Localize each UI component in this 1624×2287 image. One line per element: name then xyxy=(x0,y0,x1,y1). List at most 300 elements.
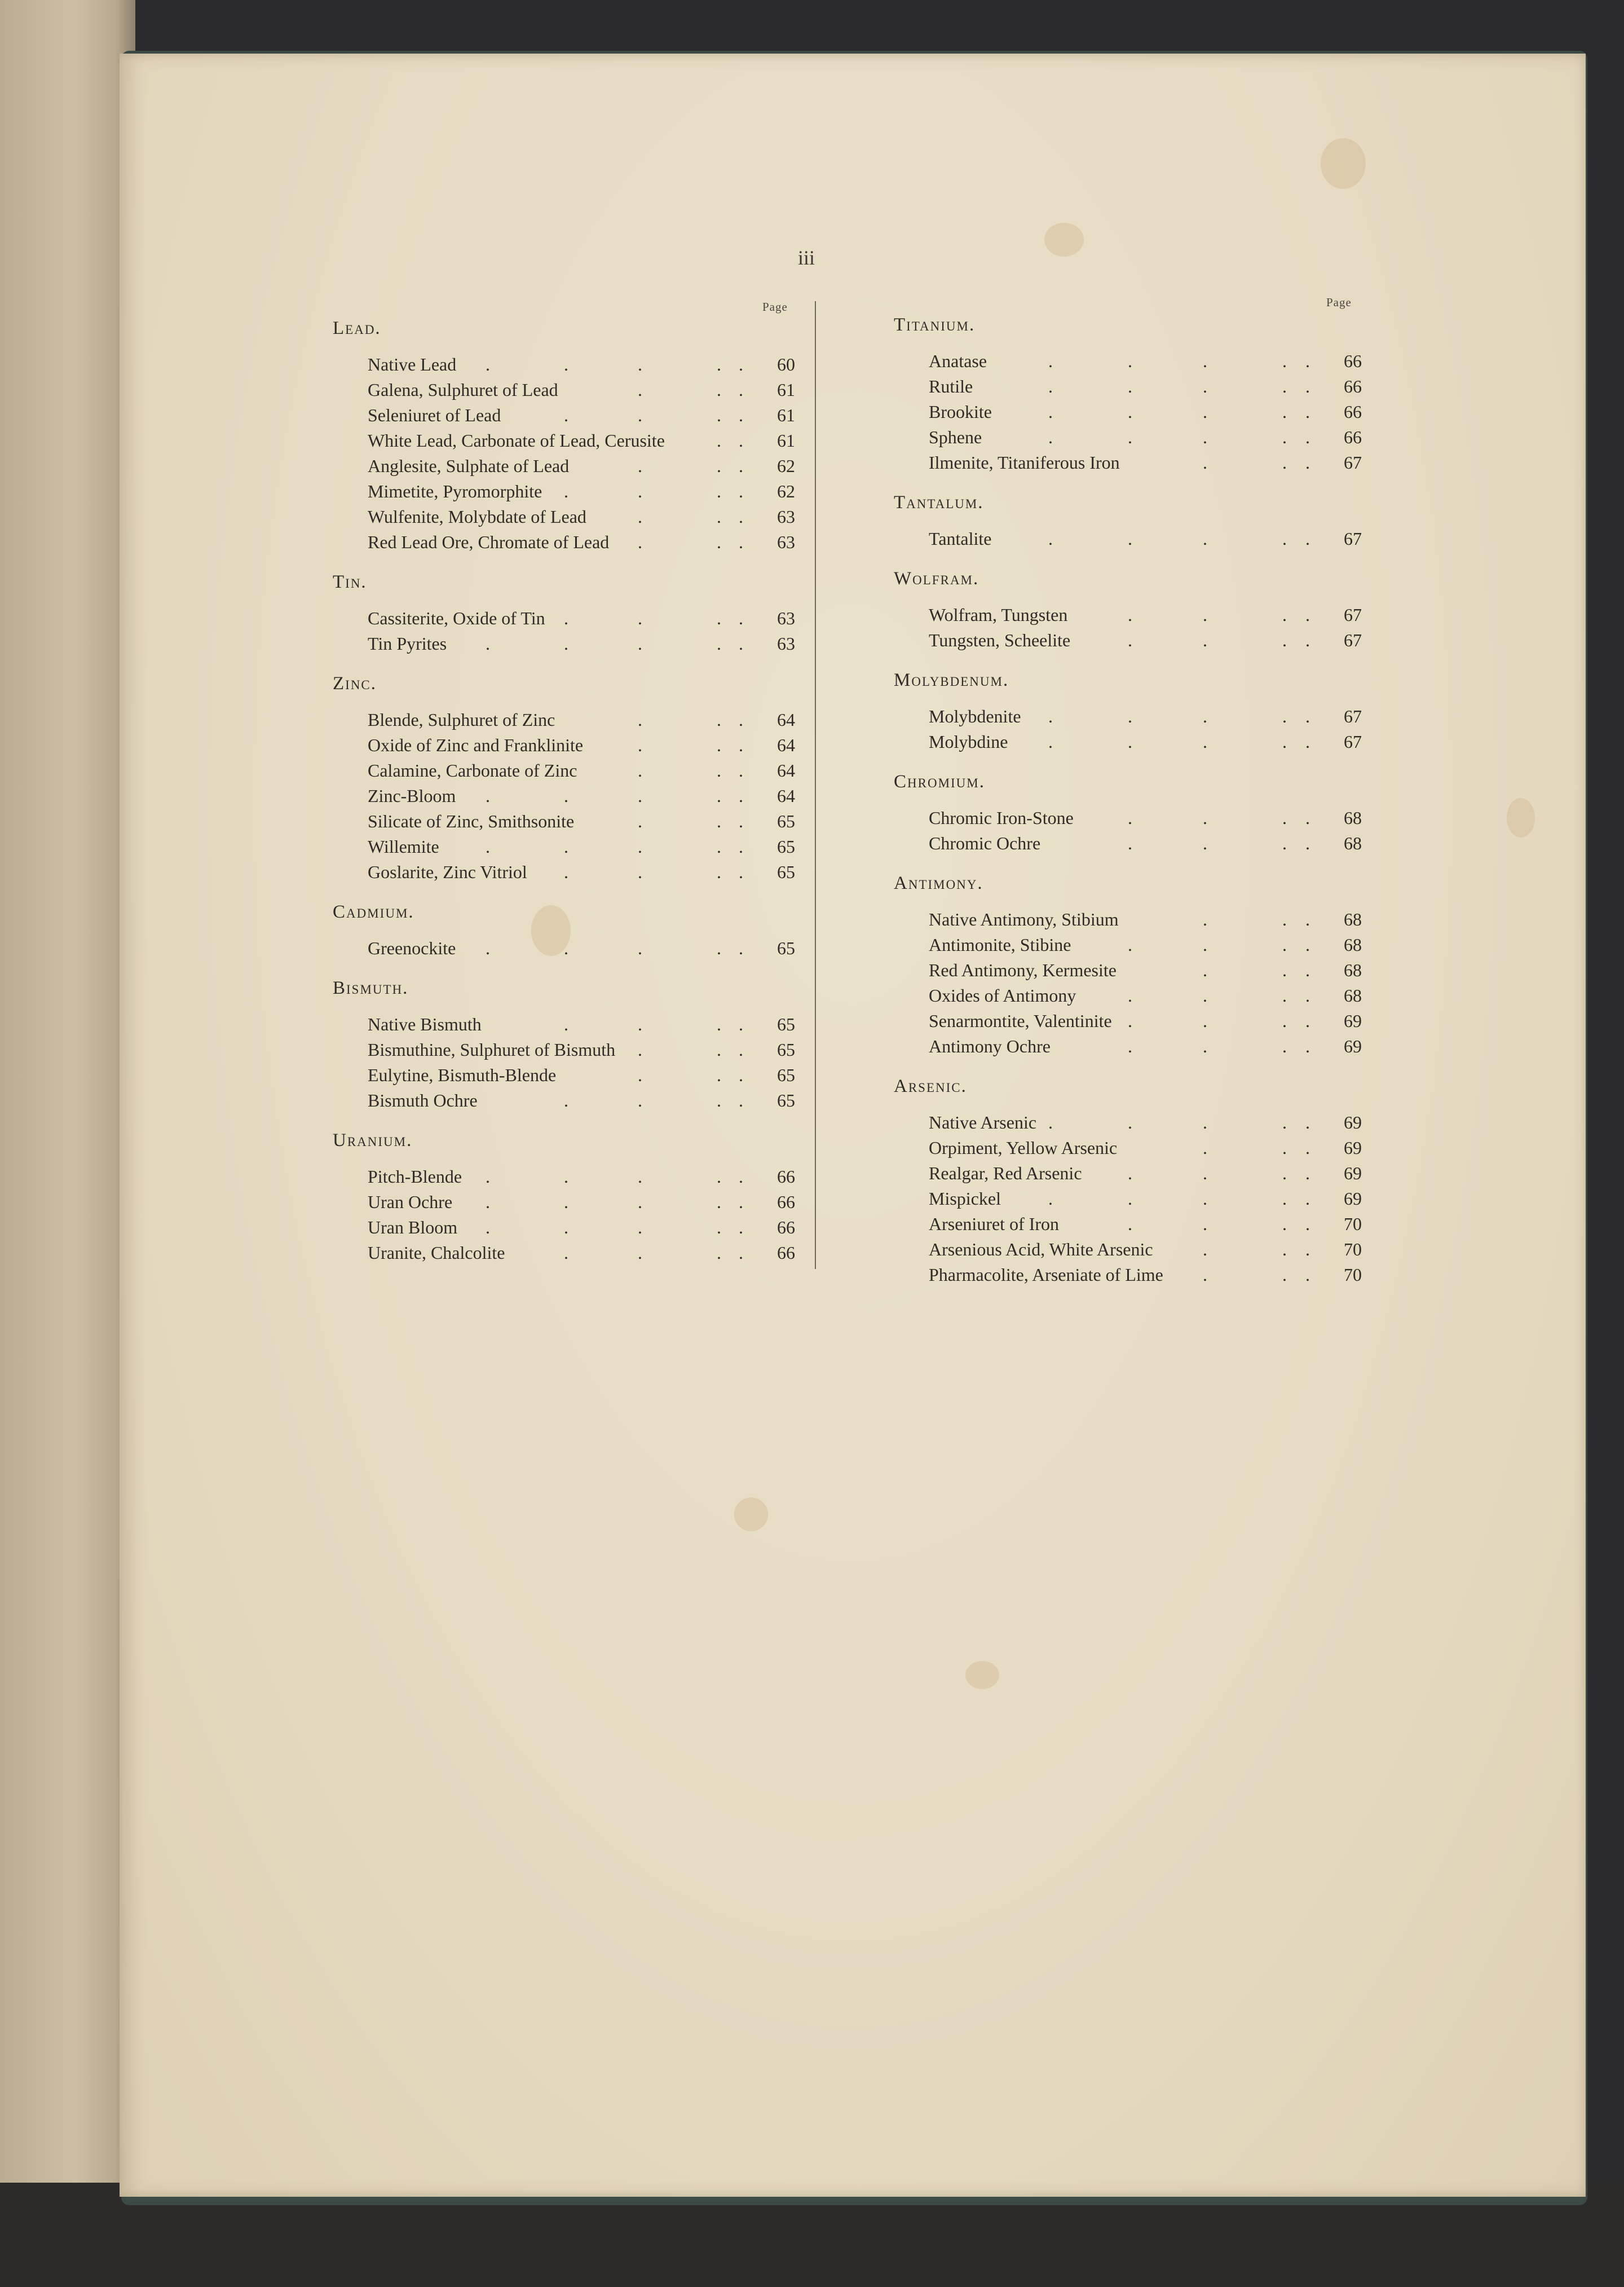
contents-section xyxy=(894,312,1362,490)
leader-dot: . xyxy=(1203,1163,1207,1183)
contents-section xyxy=(333,316,795,570)
contents-entry xyxy=(894,425,1362,450)
entry-name: White Lead, Carbonate of Lead, Cerusite xyxy=(368,430,665,451)
entry-page-number: 67 xyxy=(1344,706,1362,726)
leader-dot: . xyxy=(717,532,721,552)
leader-dot: . xyxy=(1305,1163,1310,1183)
entry-name: Brookite xyxy=(929,402,992,422)
contents-entry xyxy=(333,1215,795,1240)
leader-dot: . xyxy=(1282,960,1287,980)
leader-dot: . xyxy=(486,1166,490,1187)
leader-dot: . xyxy=(1282,528,1287,549)
leader-dot: . xyxy=(1203,376,1207,396)
section-gap xyxy=(333,1113,795,1128)
entry-name: Calamine, Carbonate of Zinc xyxy=(368,760,577,781)
contents-section xyxy=(894,1074,1362,1302)
contents-section xyxy=(333,1128,795,1280)
entry-name: Oxide of Zinc and Franklinite xyxy=(368,735,584,755)
contents-left-column xyxy=(333,316,795,1280)
leader-dot: . xyxy=(1128,935,1132,955)
entry-name: Blende, Sulphuret of Zinc xyxy=(368,710,555,730)
leader-dot: . xyxy=(1128,808,1132,828)
leader-dot: . xyxy=(1282,1011,1287,1031)
leader-dot: . xyxy=(638,354,642,374)
entry-name: Bismuthine, Sulphuret of Bismuth xyxy=(368,1039,616,1060)
leader-dot: . xyxy=(638,608,642,628)
leader-dot: . xyxy=(1305,376,1310,396)
leader-dot: . xyxy=(1128,376,1132,396)
leader-dot: . xyxy=(739,1090,743,1111)
leader-dot: . xyxy=(564,633,568,654)
leader-dot: . xyxy=(1305,985,1310,1006)
contents-entry xyxy=(894,1186,1362,1211)
entry-name: Bismuth Ochre xyxy=(368,1090,478,1111)
entry-name: Senarmontite, Valentinite xyxy=(929,1011,1112,1031)
page-column-header-right: Page xyxy=(1326,296,1352,309)
leader-dot: . xyxy=(638,633,642,654)
leader-dot: . xyxy=(638,1090,642,1111)
entry-page-number: 69 xyxy=(1344,1138,1362,1158)
leader-dot: . xyxy=(739,1166,743,1187)
section-title: Zinc. xyxy=(333,673,377,694)
leader-dot: . xyxy=(564,1166,568,1187)
leader-dot: . xyxy=(1203,1188,1207,1209)
contents-entry xyxy=(894,704,1362,729)
leader-dot: . xyxy=(1305,605,1310,625)
leader-dot: . xyxy=(638,938,642,958)
leader-dot: . xyxy=(739,430,743,451)
leader-dot: . xyxy=(1282,427,1287,447)
contents-entry xyxy=(333,403,795,428)
leader-dot: . xyxy=(638,1014,642,1034)
leader-dot: . xyxy=(717,786,721,806)
leader-dot: . xyxy=(1305,1188,1310,1209)
contents-entry xyxy=(894,831,1362,856)
entry-name: Oxides of Antimony xyxy=(929,985,1076,1006)
section-gap xyxy=(894,653,1362,668)
leader-dot: . xyxy=(1305,732,1310,752)
entry-name: Red Lead Ore, Chromate of Lead xyxy=(368,532,610,552)
leader-dot: . xyxy=(638,1039,642,1060)
section-gap xyxy=(333,656,795,671)
leader-dot: . xyxy=(1282,808,1287,828)
leader-dot: . xyxy=(717,481,721,501)
leader-dot: . xyxy=(1305,1138,1310,1158)
contents-entry xyxy=(333,631,795,656)
entry-name: Uranite, Chalcolite xyxy=(368,1242,505,1263)
entry-page-number: 63 xyxy=(777,506,795,527)
leader-dot: . xyxy=(1048,351,1053,371)
leader-dot: . xyxy=(1128,1163,1132,1183)
contents-entry xyxy=(894,932,1362,958)
entry-page-number: 69 xyxy=(1344,1011,1362,1031)
leader-dot: . xyxy=(564,1217,568,1237)
leader-dot: . xyxy=(1128,1214,1132,1234)
entry-page-number: 64 xyxy=(777,760,795,781)
leader-dot: . xyxy=(638,836,642,857)
leader-dot: . xyxy=(1203,1011,1207,1031)
contents-section xyxy=(333,976,795,1128)
leader-dot: . xyxy=(717,938,721,958)
entry-name: Chromic Ochre xyxy=(929,833,1041,853)
entry-page-number: 63 xyxy=(777,532,795,552)
leader-dot: . xyxy=(1128,351,1132,371)
entry-name: Zinc-Bloom xyxy=(368,786,456,806)
entry-page-number: 66 xyxy=(1344,427,1362,447)
leader-dot: . xyxy=(717,1090,721,1111)
entry-page-number: 62 xyxy=(777,481,795,501)
section-gap xyxy=(894,1288,1362,1302)
leader-dot: . xyxy=(1305,427,1310,447)
contents-entry xyxy=(894,1211,1362,1237)
section-title: Tin. xyxy=(333,572,367,592)
leader-dot: . xyxy=(1305,960,1310,980)
entry-page-number: 69 xyxy=(1344,1036,1362,1056)
entry-page-number: 64 xyxy=(777,710,795,730)
foxing-spot xyxy=(1044,223,1084,257)
entry-page-number: 66 xyxy=(1344,351,1362,371)
entry-name: Galena, Sulphuret of Lead xyxy=(368,380,558,400)
leader-dot: . xyxy=(739,456,743,476)
contents-entry xyxy=(894,349,1362,374)
foxing-spot xyxy=(965,1661,999,1689)
contents-entry xyxy=(894,628,1362,653)
leader-dot: . xyxy=(564,1242,568,1263)
entry-name: Sphene xyxy=(929,427,982,447)
entry-name: Chromic Iron-Stone xyxy=(929,808,1074,828)
leader-dot: . xyxy=(1048,376,1053,396)
leader-dot: . xyxy=(1305,1112,1310,1133)
leader-dot: . xyxy=(739,1242,743,1263)
entry-page-number: 65 xyxy=(777,862,795,882)
foxing-spot xyxy=(1507,798,1535,838)
entry-name: Antimonite, Stibine xyxy=(929,935,1071,955)
leader-dot: . xyxy=(638,786,642,806)
section-gap xyxy=(894,475,1362,490)
contents-entry xyxy=(894,1262,1362,1288)
entry-page-number: 63 xyxy=(777,633,795,654)
book-cover-left xyxy=(0,0,135,2287)
leader-dot: . xyxy=(739,405,743,425)
leader-dot: . xyxy=(1128,833,1132,853)
section-gap xyxy=(333,961,795,976)
entry-name: Pharmacolite, Arseniate of Lime xyxy=(929,1264,1163,1285)
entry-page-number: 65 xyxy=(777,1090,795,1111)
leader-dot: . xyxy=(1203,985,1207,1006)
leader-dot: . xyxy=(717,1065,721,1085)
leader-dot: . xyxy=(638,1065,642,1085)
entry-name: Silicate of Zinc, Smithsonite xyxy=(368,811,575,831)
leader-dot: . xyxy=(564,1192,568,1212)
entry-page-number: 66 xyxy=(777,1192,795,1212)
leader-dot: . xyxy=(638,532,642,552)
leader-dot: . xyxy=(1282,909,1287,929)
leader-dot: . xyxy=(1128,706,1132,726)
leader-dot: . xyxy=(486,354,490,374)
section-title: Uranium. xyxy=(333,1130,413,1151)
section-gap xyxy=(894,552,1362,566)
contents-entry xyxy=(894,1034,1362,1059)
entry-page-number: 68 xyxy=(1344,808,1362,828)
entry-name: Native Lead xyxy=(368,354,457,374)
entry-name: Greenockite xyxy=(368,938,456,958)
leader-dot: . xyxy=(564,1090,568,1111)
leader-dot: . xyxy=(739,1014,743,1034)
entry-page-number: 65 xyxy=(777,938,795,958)
leader-dot: . xyxy=(1203,935,1207,955)
foxing-spot xyxy=(734,1497,768,1531)
leader-dot: . xyxy=(564,938,568,958)
section-gap xyxy=(333,555,795,570)
leader-dot: . xyxy=(1305,452,1310,473)
section-gap xyxy=(894,755,1362,769)
section-gap xyxy=(333,885,795,900)
entry-name: Cassiterite, Oxide of Tin xyxy=(368,608,545,628)
leader-dot: . xyxy=(1128,1011,1132,1031)
leader-dot: . xyxy=(1128,1036,1132,1056)
leader-dot: . xyxy=(486,1217,490,1237)
section-gap xyxy=(333,1266,795,1280)
leader-dot: . xyxy=(1203,427,1207,447)
section-title: Antimony. xyxy=(894,873,983,893)
leader-dot: . xyxy=(1048,427,1053,447)
entry-page-number: 62 xyxy=(777,456,795,476)
contents-entry xyxy=(333,834,795,860)
entry-page-number: 66 xyxy=(1344,402,1362,422)
leader-dot: . xyxy=(1305,1011,1310,1031)
leader-dot: . xyxy=(486,786,490,806)
leader-dot: . xyxy=(1282,732,1287,752)
leader-dot: . xyxy=(1203,732,1207,752)
leader-dot: . xyxy=(717,1242,721,1263)
entry-page-number: 66 xyxy=(1344,376,1362,396)
entry-name: Molybdenite xyxy=(929,706,1021,726)
leader-dot: . xyxy=(486,836,490,857)
contents-entry xyxy=(894,399,1362,425)
leader-dot: . xyxy=(1203,351,1207,371)
entry-name: Native Arsenic xyxy=(929,1112,1037,1133)
section-title: Tantalum. xyxy=(894,492,984,513)
leader-dot: . xyxy=(1203,1036,1207,1056)
entry-page-number: 70 xyxy=(1344,1239,1362,1259)
leader-dot: . xyxy=(1305,351,1310,371)
leader-dot: . xyxy=(1203,909,1207,929)
entry-name: Tin Pyrites xyxy=(368,633,447,654)
leader-dot: . xyxy=(717,506,721,527)
section-gap xyxy=(894,856,1362,871)
entry-page-number: 65 xyxy=(777,811,795,831)
leader-dot: . xyxy=(1305,402,1310,422)
leader-dot: . xyxy=(717,862,721,882)
leader-dot: . xyxy=(717,380,721,400)
leader-dot: . xyxy=(564,608,568,628)
contents-entry xyxy=(894,907,1362,932)
leader-dot: . xyxy=(638,760,642,781)
leader-dot: . xyxy=(1282,605,1287,625)
leader-dot: . xyxy=(1203,1239,1207,1259)
entry-page-number: 66 xyxy=(777,1242,795,1263)
contents-entry xyxy=(333,733,795,758)
leader-dot: . xyxy=(739,862,743,882)
contents-entry xyxy=(894,729,1362,755)
entry-name: Anatase xyxy=(929,351,987,371)
contents-section xyxy=(333,570,795,671)
foxing-spot xyxy=(1321,138,1366,189)
leader-dot: . xyxy=(1305,1264,1310,1285)
leader-dot: . xyxy=(739,836,743,857)
contents-entry xyxy=(333,707,795,733)
leader-dot: . xyxy=(1203,706,1207,726)
leader-dot: . xyxy=(739,760,743,781)
section-title: Wolfram. xyxy=(894,569,979,589)
section-title: Molybdenum. xyxy=(894,670,1009,690)
leader-dot: . xyxy=(1203,1214,1207,1234)
contents-entry xyxy=(333,758,795,783)
contents-section xyxy=(333,671,795,900)
entry-page-number: 69 xyxy=(1344,1163,1362,1183)
contents-entry xyxy=(333,377,795,403)
leader-dot: . xyxy=(1203,1264,1207,1285)
contents-entry xyxy=(333,809,795,834)
entry-name: Goslarite, Zinc Vitriol xyxy=(368,862,527,882)
leader-dot: . xyxy=(1203,1112,1207,1133)
entry-name: Wolfram, Tungsten xyxy=(929,605,1068,625)
leader-dot: . xyxy=(717,1039,721,1060)
contents-entry xyxy=(333,1164,795,1189)
contents-section xyxy=(894,490,1362,566)
entry-page-number: 69 xyxy=(1344,1112,1362,1133)
entry-name: Mispickel xyxy=(929,1188,1001,1209)
section-title: Cadmium. xyxy=(333,902,414,922)
contents-entry xyxy=(333,783,795,809)
contents-entry xyxy=(894,450,1362,475)
contents-entry xyxy=(333,606,795,631)
leader-dot: . xyxy=(739,380,743,400)
leader-dot: . xyxy=(1282,935,1287,955)
contents-entry xyxy=(333,1012,795,1037)
entry-page-number: 70 xyxy=(1344,1214,1362,1234)
leader-dot: . xyxy=(486,633,490,654)
leader-dot: . xyxy=(1048,1112,1053,1133)
contents-entry xyxy=(333,352,795,377)
leader-dot: . xyxy=(638,1242,642,1263)
entry-name: Arseniuret of Iron xyxy=(929,1214,1060,1234)
contents-entry xyxy=(333,453,795,479)
leader-dot: . xyxy=(1305,909,1310,929)
contents-entry xyxy=(894,983,1362,1008)
entry-page-number: 66 xyxy=(777,1217,795,1237)
entry-name: Molybdine xyxy=(929,732,1008,752)
leader-dot: . xyxy=(1203,528,1207,549)
entry-name: Seleniuret of Lead xyxy=(368,405,501,425)
leader-dot: . xyxy=(739,481,743,501)
leader-dot: . xyxy=(1282,1239,1287,1259)
leader-dot: . xyxy=(739,786,743,806)
entry-page-number: 65 xyxy=(777,1039,795,1060)
leader-dot: . xyxy=(1282,833,1287,853)
page-column-header-left: Page xyxy=(762,300,788,314)
leader-dot: . xyxy=(1282,1163,1287,1183)
entry-page-number: 65 xyxy=(777,1014,795,1034)
contents-section xyxy=(894,668,1362,769)
leader-dot: . xyxy=(717,760,721,781)
entry-name: Realgar, Red Arsenic xyxy=(929,1163,1082,1183)
folio-number: iii xyxy=(797,246,815,269)
leader-dot: . xyxy=(717,405,721,425)
leader-dot: . xyxy=(739,608,743,628)
leader-dot: . xyxy=(564,862,568,882)
leader-dot: . xyxy=(1282,1188,1287,1209)
leader-dot: . xyxy=(1128,985,1132,1006)
entry-page-number: 67 xyxy=(1344,732,1362,752)
leader-dot: . xyxy=(1282,376,1287,396)
leader-dot: . xyxy=(638,456,642,476)
leader-dot: . xyxy=(717,710,721,730)
leader-dot: . xyxy=(638,710,642,730)
entry-name: Mimetite, Pyromorphite xyxy=(368,481,542,501)
leader-dot: . xyxy=(1048,1188,1053,1209)
leader-dot: . xyxy=(717,1192,721,1212)
leader-dot: . xyxy=(1048,732,1053,752)
entry-page-number: 66 xyxy=(777,1166,795,1187)
leader-dot: . xyxy=(1128,1112,1132,1133)
leader-dot: . xyxy=(638,1217,642,1237)
leader-dot: . xyxy=(564,1014,568,1034)
leader-dot: . xyxy=(638,506,642,527)
entry-name: Uran Bloom xyxy=(368,1217,458,1237)
leader-dot: . xyxy=(1305,528,1310,549)
leader-dot: . xyxy=(564,354,568,374)
entry-name: Native Bismuth xyxy=(368,1014,482,1034)
leader-dot: . xyxy=(638,481,642,501)
leader-dot: . xyxy=(1203,630,1207,650)
leader-dot: . xyxy=(1282,351,1287,371)
leader-dot: . xyxy=(1128,732,1132,752)
entry-page-number: 67 xyxy=(1344,528,1362,549)
contents-entry xyxy=(333,1240,795,1266)
entry-name: Native Antimony, Stibium xyxy=(929,909,1119,929)
entry-name: Pitch-Blende xyxy=(368,1166,462,1187)
leader-dot: . xyxy=(1282,630,1287,650)
entry-page-number: 68 xyxy=(1344,833,1362,853)
leader-dot: . xyxy=(717,811,721,831)
entry-name: Anglesite, Sulphate of Lead xyxy=(368,456,570,476)
leader-dot: . xyxy=(717,430,721,451)
leader-dot: . xyxy=(739,1217,743,1237)
contents-entry xyxy=(333,530,795,555)
leader-dot: . xyxy=(564,786,568,806)
contents-section xyxy=(894,769,1362,871)
leader-dot: . xyxy=(739,1039,743,1060)
entry-page-number: 68 xyxy=(1344,909,1362,929)
leader-dot: . xyxy=(739,938,743,958)
entry-page-number: 61 xyxy=(777,405,795,425)
leader-dot: . xyxy=(1282,402,1287,422)
section-title: Lead. xyxy=(333,318,381,338)
leader-dot: . xyxy=(1282,1036,1287,1056)
contents-section xyxy=(333,900,795,976)
leader-dot: . xyxy=(717,633,721,654)
column-divider xyxy=(815,301,816,1269)
leader-dot: . xyxy=(739,1192,743,1212)
contents-entry xyxy=(333,860,795,885)
leader-dot: . xyxy=(1305,833,1310,853)
entry-page-number: 64 xyxy=(777,786,795,806)
leader-dot: . xyxy=(1282,985,1287,1006)
entry-name: Orpiment, Yellow Arsenic xyxy=(929,1138,1118,1158)
entry-name: Uran Ochre xyxy=(368,1192,453,1212)
leader-dot: . xyxy=(1128,1188,1132,1209)
